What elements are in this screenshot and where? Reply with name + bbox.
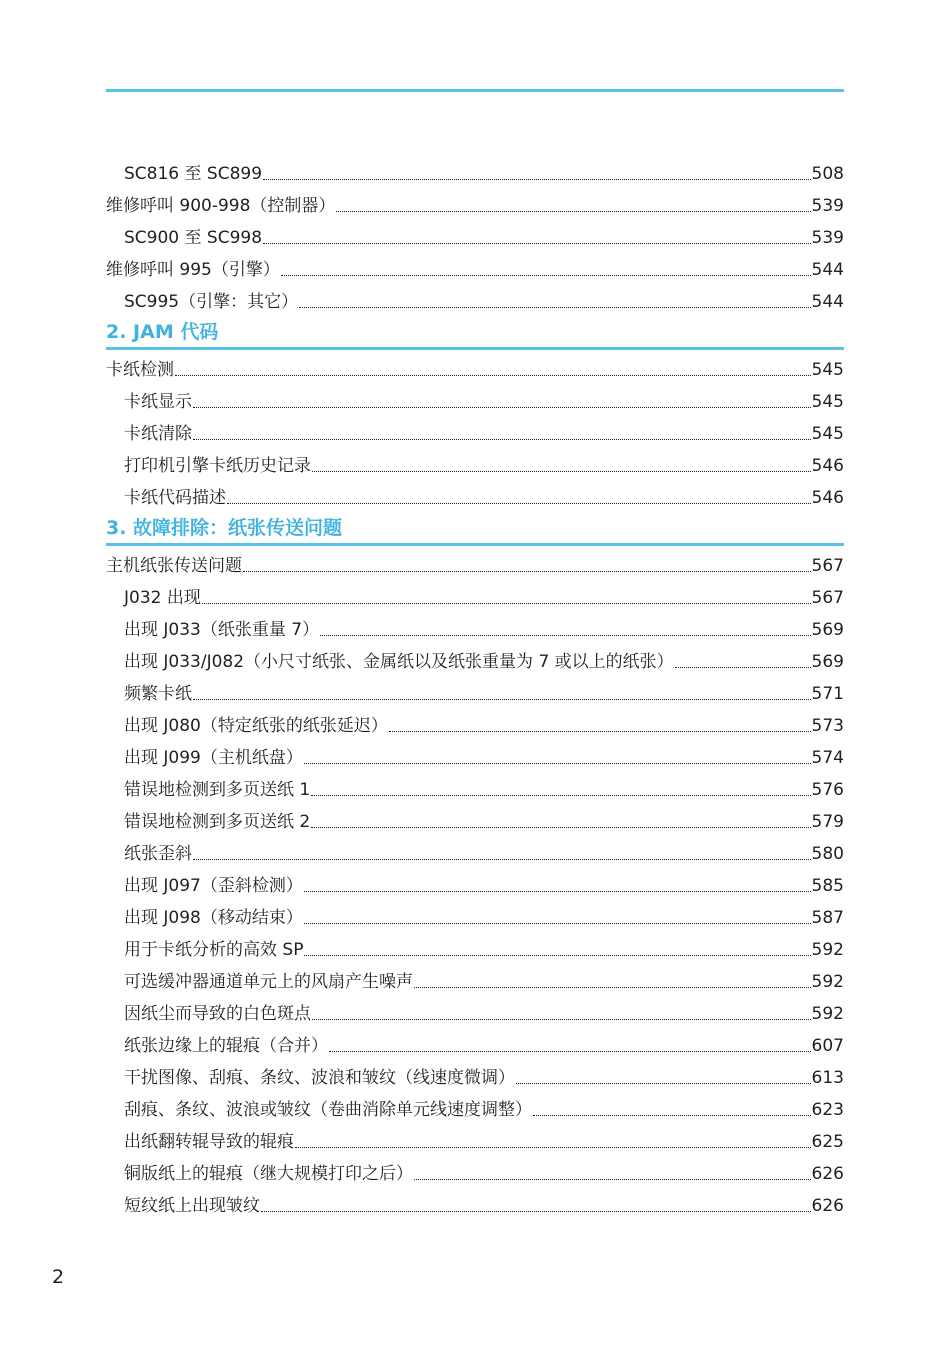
toc-entry[interactable] — [106, 646, 844, 678]
chapter-title: 2. JAM 代码 — [106, 321, 219, 343]
dot-leader — [312, 471, 811, 472]
toc-entry[interactable] — [106, 386, 844, 418]
toc-entry-page: 545 — [811, 359, 844, 380]
toc-entry[interactable] — [106, 354, 844, 386]
dot-leader — [304, 763, 811, 764]
chapter-title: 3. 故障排除：纸张传送问题 — [106, 517, 343, 539]
toc-entry-title: SC995（引擎：其它） — [124, 291, 299, 312]
toc-entry[interactable] — [106, 482, 844, 514]
toc-entry[interactable] — [106, 418, 844, 450]
toc-entry-title: 卡纸代码描述 — [124, 487, 226, 508]
toc-entry-title: 出纸翻转辊导致的辊痕 — [124, 1131, 294, 1152]
toc-entry-page: 592 — [811, 939, 844, 960]
dot-leader — [414, 1179, 811, 1180]
dot-leader — [516, 1083, 811, 1084]
toc-entry[interactable] — [106, 998, 844, 1030]
dot-leader — [261, 1211, 811, 1212]
toc-entry[interactable] — [106, 678, 844, 710]
toc-entry-page: 508 — [811, 163, 844, 184]
dot-leader — [311, 795, 810, 796]
toc-entry-title: 短纹纸上出现皱纹 — [124, 1195, 260, 1216]
dot-leader — [202, 603, 811, 604]
toc-entry-page: 571 — [811, 683, 844, 704]
dot-leader — [193, 407, 811, 408]
toc-entry-title: SC900 至 SC998 — [124, 227, 263, 248]
dot-leader — [311, 827, 810, 828]
dot-leader — [533, 1115, 811, 1116]
toc-entry-title: 用于卡纸分析的高效 SP — [124, 939, 304, 960]
toc-entry-page: 569 — [811, 619, 844, 640]
toc-entry-title: 出现 J033/J082（小尺寸纸张、金属纸以及纸张重量为 7 或以上的纸张） — [124, 651, 674, 672]
header-rule — [106, 89, 844, 92]
toc-entry-title: 因纸尘而导致的白色斑点 — [124, 1003, 311, 1024]
toc-entry-page: 580 — [811, 843, 844, 864]
toc-entry[interactable] — [106, 1158, 844, 1190]
toc-entry[interactable] — [106, 870, 844, 902]
toc-entry[interactable] — [106, 614, 844, 646]
dot-leader — [243, 571, 811, 572]
toc-entry[interactable] — [106, 838, 844, 870]
dot-leader — [263, 243, 811, 244]
toc-entry-title: 纸张歪斜 — [124, 843, 192, 864]
dot-leader — [329, 1051, 811, 1052]
chapter-heading — [106, 318, 844, 350]
toc-entry[interactable] — [106, 582, 844, 614]
toc-entry-title: 出现 J097（歪斜检测） — [124, 875, 303, 896]
toc-entry-title: 卡纸显示 — [124, 391, 192, 412]
toc-entry-title: 出现 J098（移动结束） — [124, 907, 303, 928]
toc-entry-page: 607 — [811, 1035, 844, 1056]
dot-leader — [304, 955, 810, 956]
toc-entry-title: 出现 J099（主机纸盘） — [124, 747, 303, 768]
dot-leader — [312, 1019, 811, 1020]
dot-leader — [675, 667, 811, 668]
toc-entry[interactable] — [106, 966, 844, 998]
dot-leader — [263, 179, 811, 180]
toc-entry[interactable] — [106, 254, 844, 286]
toc-entry-page: 567 — [811, 587, 844, 608]
toc-entry-page: 623 — [811, 1099, 844, 1120]
dot-leader — [414, 987, 811, 988]
dot-leader — [304, 891, 811, 892]
toc-entry-page: 545 — [811, 391, 844, 412]
toc-entry-title: 刮痕、条纹、波浪或皱纹（卷曲消除单元线速度调整） — [124, 1099, 532, 1120]
toc-entry-title: 维修呼叫 900-998（控制器） — [106, 195, 336, 216]
toc-entry-page: 545 — [811, 423, 844, 444]
toc-entry-page: 574 — [811, 747, 844, 768]
toc-entry-title: 铜版纸上的辊痕（继大规模打印之后） — [124, 1163, 413, 1184]
toc-entry[interactable] — [106, 286, 844, 318]
dot-leader — [227, 503, 811, 504]
toc-entry-page: 625 — [811, 1131, 844, 1152]
toc-entry[interactable] — [106, 902, 844, 934]
dot-leader — [281, 275, 811, 276]
dot-leader — [193, 439, 811, 440]
toc-entry-title: SC816 至 SC899 — [124, 163, 263, 184]
table-of-contents — [106, 158, 844, 1222]
toc-entry-page: 544 — [811, 259, 844, 280]
toc-entry-title: J032 出现 — [124, 587, 201, 608]
dot-leader — [320, 635, 810, 636]
dot-leader — [336, 211, 810, 212]
toc-entry-title: 维修呼叫 995（引擎） — [106, 259, 280, 280]
dot-leader — [193, 859, 811, 860]
toc-entry-page: 585 — [811, 875, 844, 896]
toc-entry[interactable] — [106, 742, 844, 774]
toc-entry-page: 567 — [811, 555, 844, 576]
toc-entry-title: 卡纸清除 — [124, 423, 192, 444]
toc-entry-page: 592 — [811, 1003, 844, 1024]
toc-entry[interactable] — [106, 190, 844, 222]
toc-entry[interactable] — [106, 1190, 844, 1222]
dot-leader — [193, 699, 811, 700]
toc-entry-page: 539 — [811, 195, 844, 216]
toc-entry[interactable] — [106, 450, 844, 482]
toc-entry-title: 打印机引擎卡纸历史记录 — [124, 455, 311, 476]
toc-entry-page: 626 — [811, 1163, 844, 1184]
toc-entry-page: 573 — [811, 715, 844, 736]
toc-entry-title: 频繁卡纸 — [124, 683, 192, 704]
toc-entry-page: 579 — [811, 811, 844, 832]
dot-leader — [304, 923, 811, 924]
toc-entry-page: 576 — [811, 779, 844, 800]
dot-leader — [175, 375, 811, 376]
toc-entry-page: 587 — [811, 907, 844, 928]
toc-entry-title: 出现 J033（纸张重量 7） — [124, 619, 320, 640]
toc-entry-page: 613 — [811, 1067, 844, 1088]
toc-entry[interactable] — [106, 774, 844, 806]
toc-entry[interactable] — [106, 710, 844, 742]
toc-entry-page: 569 — [811, 651, 844, 672]
toc-entry[interactable] — [106, 158, 844, 190]
toc-entry[interactable] — [106, 934, 844, 966]
toc-entry[interactable] — [106, 1030, 844, 1062]
toc-entry-page: 546 — [811, 455, 844, 476]
dot-leader — [299, 307, 810, 308]
page-number: 2 — [52, 1266, 65, 1288]
toc-entry-title: 纸张边缘上的辊痕（合并） — [124, 1035, 328, 1056]
toc-entry-page: 544 — [811, 291, 844, 312]
toc-entry-page: 539 — [811, 227, 844, 248]
toc-entry-page: 626 — [811, 1195, 844, 1216]
toc-entry[interactable] — [106, 1126, 844, 1158]
toc-entry-title: 错误地检测到多页送纸 2 — [124, 811, 311, 832]
chapter-heading — [106, 514, 844, 546]
toc-entry-page: 592 — [811, 971, 844, 992]
toc-entry-title: 主机纸张传送问题 — [106, 555, 242, 576]
toc-entry[interactable] — [106, 222, 844, 254]
toc-entry-title: 错误地检测到多页送纸 1 — [124, 779, 311, 800]
toc-entry-title: 出现 J080（特定纸张的纸张延迟） — [124, 715, 388, 736]
toc-entry[interactable] — [106, 1062, 844, 1094]
toc-entry[interactable] — [106, 1094, 844, 1126]
toc-entry[interactable] — [106, 806, 844, 838]
dot-leader — [389, 731, 811, 732]
dot-leader — [295, 1147, 811, 1148]
toc-entry-page: 546 — [811, 487, 844, 508]
toc-entry-title: 卡纸检测 — [106, 359, 174, 380]
toc-entry[interactable] — [106, 550, 844, 582]
toc-entry-title: 可选缓冲器通道单元上的风扇产生噪声 — [124, 971, 413, 992]
toc-entry-title: 干扰图像、刮痕、条纹、波浪和皱纹（线速度微调） — [124, 1067, 515, 1088]
